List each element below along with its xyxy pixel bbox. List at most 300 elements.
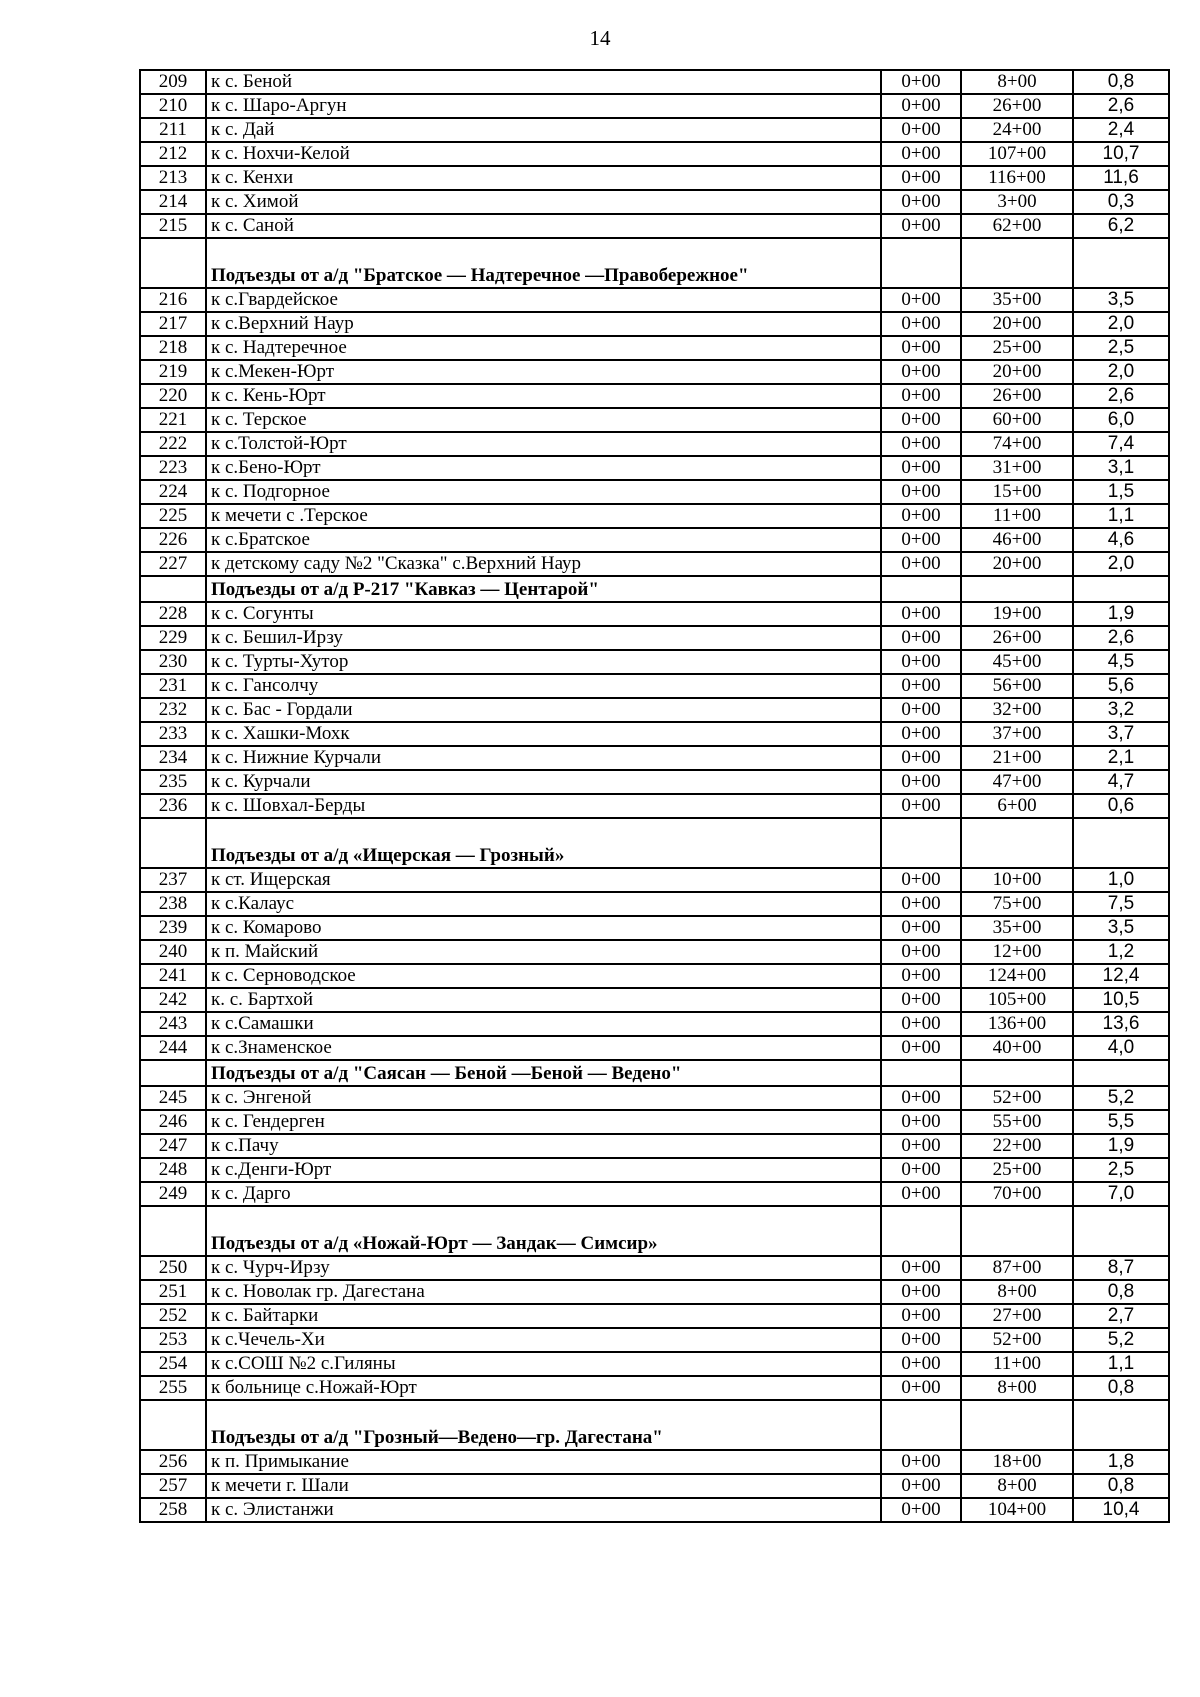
section-empty-cell (1073, 1206, 1169, 1256)
length-km: 7,5 (1073, 892, 1169, 916)
end-km: 70+00 (961, 1182, 1073, 1206)
table-row (140, 432, 1169, 456)
section-empty-cell (1073, 576, 1169, 602)
row-number: 242 (140, 988, 206, 1012)
end-km: 8+00 (961, 70, 1073, 94)
table-row (140, 552, 1169, 576)
start-km: 0+00 (881, 142, 961, 166)
table-row (140, 1328, 1169, 1352)
length-km: 2,7 (1073, 1304, 1169, 1328)
row-number: 219 (140, 360, 206, 384)
end-km: 52+00 (961, 1086, 1073, 1110)
end-km: 6+00 (961, 794, 1073, 818)
start-km: 0+00 (881, 626, 961, 650)
end-km: 47+00 (961, 770, 1073, 794)
start-km: 0+00 (881, 528, 961, 552)
table-row (140, 892, 1169, 916)
section-num-cell (140, 1206, 206, 1256)
road-name: к мечети г. Шали (206, 1474, 881, 1498)
row-number: 256 (140, 1450, 206, 1474)
page-number: 14 (589, 26, 611, 50)
start-km: 0+00 (881, 722, 961, 746)
table-row (140, 698, 1169, 722)
end-km: 26+00 (961, 94, 1073, 118)
table-row (140, 360, 1169, 384)
length-km: 1,8 (1073, 1450, 1169, 1474)
row-number: 236 (140, 794, 206, 818)
section-empty-cell (1073, 818, 1169, 868)
road-name: к с. Элистанжи (206, 1498, 881, 1522)
row-number: 221 (140, 408, 206, 432)
length-km: 1,1 (1073, 504, 1169, 528)
table-row (140, 1086, 1169, 1110)
row-number: 244 (140, 1036, 206, 1060)
start-km: 0+00 (881, 288, 961, 312)
section-empty-cell (881, 1206, 961, 1256)
start-km: 0+00 (881, 312, 961, 336)
row-number: 237 (140, 868, 206, 892)
length-km: 5,2 (1073, 1328, 1169, 1352)
table-row (140, 1134, 1169, 1158)
road-name: к с.Самашки (206, 1012, 881, 1036)
row-number: 225 (140, 504, 206, 528)
start-km: 0+00 (881, 504, 961, 528)
row-number: 230 (140, 650, 206, 674)
end-km: 12+00 (961, 940, 1073, 964)
end-km: 107+00 (961, 142, 1073, 166)
start-km: 0+00 (881, 1256, 961, 1280)
section-num-cell (140, 1060, 206, 1086)
row-number: 229 (140, 626, 206, 650)
end-km: 8+00 (961, 1376, 1073, 1400)
end-km: 20+00 (961, 552, 1073, 576)
row-number: 231 (140, 674, 206, 698)
start-km: 0+00 (881, 480, 961, 504)
start-km: 0+00 (881, 456, 961, 480)
row-number: 226 (140, 528, 206, 552)
length-km: 0,8 (1073, 1474, 1169, 1498)
length-km: 0,6 (1073, 794, 1169, 818)
table-row (140, 868, 1169, 892)
start-km: 0+00 (881, 190, 961, 214)
length-km: 1,5 (1073, 480, 1169, 504)
road-name: к ст. Ищерская (206, 868, 881, 892)
start-km: 0+00 (881, 336, 961, 360)
length-km: 2,0 (1073, 360, 1169, 384)
table-row (140, 118, 1169, 142)
end-km: 21+00 (961, 746, 1073, 770)
row-number: 257 (140, 1474, 206, 1498)
start-km: 0+00 (881, 1304, 961, 1328)
road-name: к с. Кень-Юрт (206, 384, 881, 408)
row-number: 238 (140, 892, 206, 916)
road-name: к с.Чечель-Хи (206, 1328, 881, 1352)
start-km: 0+00 (881, 674, 961, 698)
road-name: к с. Бас - Гордали (206, 698, 881, 722)
table-row (140, 794, 1169, 818)
row-number: 224 (140, 480, 206, 504)
length-km: 7,0 (1073, 1182, 1169, 1206)
row-number: 250 (140, 1256, 206, 1280)
row-number: 241 (140, 964, 206, 988)
table-row (140, 626, 1169, 650)
start-km: 0+00 (881, 1134, 961, 1158)
row-number: 243 (140, 1012, 206, 1036)
section-header-row (140, 1060, 1169, 1086)
row-number: 217 (140, 312, 206, 336)
table-row (140, 1012, 1169, 1036)
section-num-cell (140, 1400, 206, 1450)
end-km: 26+00 (961, 626, 1073, 650)
row-number: 223 (140, 456, 206, 480)
section-num-cell (140, 238, 206, 288)
row-number: 233 (140, 722, 206, 746)
road-name: к с. Химой (206, 190, 881, 214)
road-name: к с. Кенхи (206, 166, 881, 190)
table-row (140, 1474, 1169, 1498)
row-number: 235 (140, 770, 206, 794)
table-row (140, 674, 1169, 698)
length-km: 0,3 (1073, 190, 1169, 214)
row-number: 258 (140, 1498, 206, 1522)
start-km: 0+00 (881, 698, 961, 722)
start-km: 0+00 (881, 1474, 961, 1498)
section-title: Подъезды от а/д «Ножай-Юрт — Зандак— Симсир» (206, 1206, 881, 1256)
road-name: к с.Знаменское (206, 1036, 881, 1060)
road-name: к. с. Бартхой (206, 988, 881, 1012)
table-row (140, 1352, 1169, 1376)
start-km: 0+00 (881, 988, 961, 1012)
table-row (140, 1280, 1169, 1304)
road-name: к с. Турты-Хутор (206, 650, 881, 674)
table-row (140, 336, 1169, 360)
row-number: 246 (140, 1110, 206, 1134)
table-row (140, 722, 1169, 746)
start-km: 0+00 (881, 602, 961, 626)
length-km: 1,2 (1073, 940, 1169, 964)
end-km: 75+00 (961, 892, 1073, 916)
end-km: 104+00 (961, 1498, 1073, 1522)
start-km: 0+00 (881, 1280, 961, 1304)
length-km: 4,6 (1073, 528, 1169, 552)
table-row (140, 504, 1169, 528)
table-row (140, 940, 1169, 964)
table-row (140, 1110, 1169, 1134)
row-number: 253 (140, 1328, 206, 1352)
section-header-row (140, 238, 1169, 288)
road-name: к с.Толстой-Юрт (206, 432, 881, 456)
start-km: 0+00 (881, 432, 961, 456)
length-km: 2,0 (1073, 552, 1169, 576)
table-row (140, 456, 1169, 480)
section-num-cell (140, 576, 206, 602)
row-number: 211 (140, 118, 206, 142)
end-km: 8+00 (961, 1280, 1073, 1304)
section-empty-cell (881, 1060, 961, 1086)
section-empty-cell (1073, 1060, 1169, 1086)
start-km: 0+00 (881, 1086, 961, 1110)
section-title: Подъезды от а/д «Ищерская — Грозный» (206, 818, 881, 868)
start-km: 0+00 (881, 1498, 961, 1522)
road-name: к с. Курчали (206, 770, 881, 794)
end-km: 15+00 (961, 480, 1073, 504)
table-row (140, 770, 1169, 794)
length-km: 10,4 (1073, 1498, 1169, 1522)
length-km: 7,4 (1073, 432, 1169, 456)
length-km: 12,4 (1073, 964, 1169, 988)
end-km: 20+00 (961, 312, 1073, 336)
row-number: 212 (140, 142, 206, 166)
row-number: 218 (140, 336, 206, 360)
start-km: 0+00 (881, 1352, 961, 1376)
row-number: 239 (140, 916, 206, 940)
row-number: 210 (140, 94, 206, 118)
road-name: к с. Терское (206, 408, 881, 432)
row-number: 251 (140, 1280, 206, 1304)
start-km: 0+00 (881, 384, 961, 408)
road-name: к с. Чурч-Ирзу (206, 1256, 881, 1280)
row-number: 232 (140, 698, 206, 722)
section-empty-cell (961, 238, 1073, 288)
section-empty-cell (881, 238, 961, 288)
start-km: 0+00 (881, 118, 961, 142)
road-name: к с.Гвардейское (206, 288, 881, 312)
end-km: 20+00 (961, 360, 1073, 384)
length-km: 1,9 (1073, 602, 1169, 626)
row-number: 252 (140, 1304, 206, 1328)
row-number: 222 (140, 432, 206, 456)
length-km: 3,5 (1073, 916, 1169, 940)
length-km: 2,6 (1073, 626, 1169, 650)
road-name: к с.Бено-Юрт (206, 456, 881, 480)
table-row (140, 70, 1169, 94)
table-body (140, 70, 1169, 1522)
section-title: Подъезды от а/д "Братское — Надтеречное —Правобережное" (206, 238, 881, 288)
row-number: 248 (140, 1158, 206, 1182)
road-name: к с. Бешил-Ирзу (206, 626, 881, 650)
table-row (140, 964, 1169, 988)
length-km: 2,1 (1073, 746, 1169, 770)
length-km: 2,0 (1073, 312, 1169, 336)
length-km: 5,2 (1073, 1086, 1169, 1110)
row-number: 209 (140, 70, 206, 94)
end-km: 35+00 (961, 916, 1073, 940)
road-name: к с. Гендерген (206, 1110, 881, 1134)
row-number: 247 (140, 1134, 206, 1158)
table-row (140, 1376, 1169, 1400)
road-name: к с. Серноводское (206, 964, 881, 988)
road-name: к с.Калаус (206, 892, 881, 916)
end-km: 35+00 (961, 288, 1073, 312)
length-km: 5,5 (1073, 1110, 1169, 1134)
row-number: 249 (140, 1182, 206, 1206)
table-row (140, 1036, 1169, 1060)
length-km: 2,5 (1073, 1158, 1169, 1182)
start-km: 0+00 (881, 1036, 961, 1060)
table-row (140, 166, 1169, 190)
end-km: 18+00 (961, 1450, 1073, 1474)
road-name: к с. Дай (206, 118, 881, 142)
table-row (140, 1158, 1169, 1182)
end-km: 22+00 (961, 1134, 1073, 1158)
length-km: 10,5 (1073, 988, 1169, 1012)
road-name: к с.Денги-Юрт (206, 1158, 881, 1182)
start-km: 0+00 (881, 1158, 961, 1182)
road-name: к с.Пачу (206, 1134, 881, 1158)
end-km: 105+00 (961, 988, 1073, 1012)
road-name: к с. Надтеречное (206, 336, 881, 360)
row-number: 215 (140, 214, 206, 238)
start-km: 0+00 (881, 868, 961, 892)
road-name: к с.Мекен-Юрт (206, 360, 881, 384)
section-header-row (140, 1400, 1169, 1450)
length-km: 4,0 (1073, 1036, 1169, 1060)
road-name: к с. Новолак гр. Дагестана (206, 1280, 881, 1304)
end-km: 19+00 (961, 602, 1073, 626)
end-km: 136+00 (961, 1012, 1073, 1036)
section-empty-cell (961, 576, 1073, 602)
start-km: 0+00 (881, 1182, 961, 1206)
road-name: к с. Подгорное (206, 480, 881, 504)
row-number: 255 (140, 1376, 206, 1400)
end-km: 25+00 (961, 336, 1073, 360)
start-km: 0+00 (881, 892, 961, 916)
end-km: 31+00 (961, 456, 1073, 480)
road-name: к с. Шовхал-Берды (206, 794, 881, 818)
end-km: 24+00 (961, 118, 1073, 142)
start-km: 0+00 (881, 360, 961, 384)
end-km: 74+00 (961, 432, 1073, 456)
row-number: 245 (140, 1086, 206, 1110)
length-km: 2,6 (1073, 384, 1169, 408)
table-row (140, 190, 1169, 214)
length-km: 3,5 (1073, 288, 1169, 312)
section-num-cell (140, 818, 206, 868)
start-km: 0+00 (881, 1450, 961, 1474)
length-km: 1,0 (1073, 868, 1169, 892)
table-row (140, 94, 1169, 118)
road-name: к с. Согунты (206, 602, 881, 626)
table-row (140, 312, 1169, 336)
row-number: 216 (140, 288, 206, 312)
length-km: 1,9 (1073, 1134, 1169, 1158)
table-row (140, 288, 1169, 312)
row-number: 220 (140, 384, 206, 408)
start-km: 0+00 (881, 166, 961, 190)
row-number: 240 (140, 940, 206, 964)
section-empty-cell (961, 1400, 1073, 1450)
section-header-row (140, 1206, 1169, 1256)
end-km: 52+00 (961, 1328, 1073, 1352)
start-km: 0+00 (881, 1328, 961, 1352)
road-name: к детскому саду №2 "Сказка" с.Верхний Наур (206, 552, 881, 576)
start-km: 0+00 (881, 1376, 961, 1400)
road-name: к с.Верхний Наур (206, 312, 881, 336)
end-km: 3+00 (961, 190, 1073, 214)
section-empty-cell (881, 1400, 961, 1450)
section-empty-cell (961, 818, 1073, 868)
road-name: к с. Беной (206, 70, 881, 94)
row-number: 214 (140, 190, 206, 214)
length-km: 1,1 (1073, 1352, 1169, 1376)
end-km: 55+00 (961, 1110, 1073, 1134)
road-name: к больнице с.Ножай-Юрт (206, 1376, 881, 1400)
end-km: 60+00 (961, 408, 1073, 432)
end-km: 10+00 (961, 868, 1073, 892)
road-name: к с.Братское (206, 528, 881, 552)
section-title: Подъезды от а/д Р-217 "Кавказ — Центарой" (206, 576, 881, 602)
end-km: 56+00 (961, 674, 1073, 698)
length-km: 8,7 (1073, 1256, 1169, 1280)
road-name: к мечети с .Терское (206, 504, 881, 528)
table-row (140, 746, 1169, 770)
end-km: 46+00 (961, 528, 1073, 552)
end-km: 40+00 (961, 1036, 1073, 1060)
road-table (139, 69, 1170, 1523)
row-number: 227 (140, 552, 206, 576)
start-km: 0+00 (881, 1012, 961, 1036)
length-km: 11,6 (1073, 166, 1169, 190)
end-km: 116+00 (961, 166, 1073, 190)
row-number: 254 (140, 1352, 206, 1376)
start-km: 0+00 (881, 552, 961, 576)
length-km: 10,7 (1073, 142, 1169, 166)
length-km: 0,8 (1073, 1280, 1169, 1304)
end-km: 87+00 (961, 1256, 1073, 1280)
end-km: 27+00 (961, 1304, 1073, 1328)
table-row (140, 650, 1169, 674)
section-title: Подъезды от а/д "Саясан — Беной —Беной — Ведено" (206, 1060, 881, 1086)
start-km: 0+00 (881, 746, 961, 770)
road-name: к с. Нохчи-Келой (206, 142, 881, 166)
table-row (140, 480, 1169, 504)
end-km: 25+00 (961, 1158, 1073, 1182)
road-name: к с. Энгеной (206, 1086, 881, 1110)
table-row (140, 1182, 1169, 1206)
road-name: к с. Шаро-Аргун (206, 94, 881, 118)
length-km: 3,1 (1073, 456, 1169, 480)
table-row (140, 384, 1169, 408)
table-row (140, 408, 1169, 432)
length-km: 3,2 (1073, 698, 1169, 722)
road-name: к с. Дарго (206, 1182, 881, 1206)
start-km: 0+00 (881, 940, 961, 964)
table-row (140, 142, 1169, 166)
length-km: 0,8 (1073, 1376, 1169, 1400)
length-km: 4,7 (1073, 770, 1169, 794)
row-number: 234 (140, 746, 206, 770)
end-km: 37+00 (961, 722, 1073, 746)
length-km: 4,5 (1073, 650, 1169, 674)
length-km: 2,6 (1073, 94, 1169, 118)
road-name: к с. Хашки-Мохк (206, 722, 881, 746)
start-km: 0+00 (881, 794, 961, 818)
road-name: к с. Комарово (206, 916, 881, 940)
end-km: 62+00 (961, 214, 1073, 238)
section-empty-cell (961, 1206, 1073, 1256)
road-name: к с. Саной (206, 214, 881, 238)
row-number: 228 (140, 602, 206, 626)
table-row (140, 214, 1169, 238)
start-km: 0+00 (881, 650, 961, 674)
section-title: Подъезды от а/д "Грозный—Ведено—гр. Дагестана" (206, 1400, 881, 1450)
section-empty-cell (881, 818, 961, 868)
section-header-row (140, 576, 1169, 602)
start-km: 0+00 (881, 94, 961, 118)
length-km: 2,5 (1073, 336, 1169, 360)
end-km: 8+00 (961, 1474, 1073, 1498)
start-km: 0+00 (881, 408, 961, 432)
